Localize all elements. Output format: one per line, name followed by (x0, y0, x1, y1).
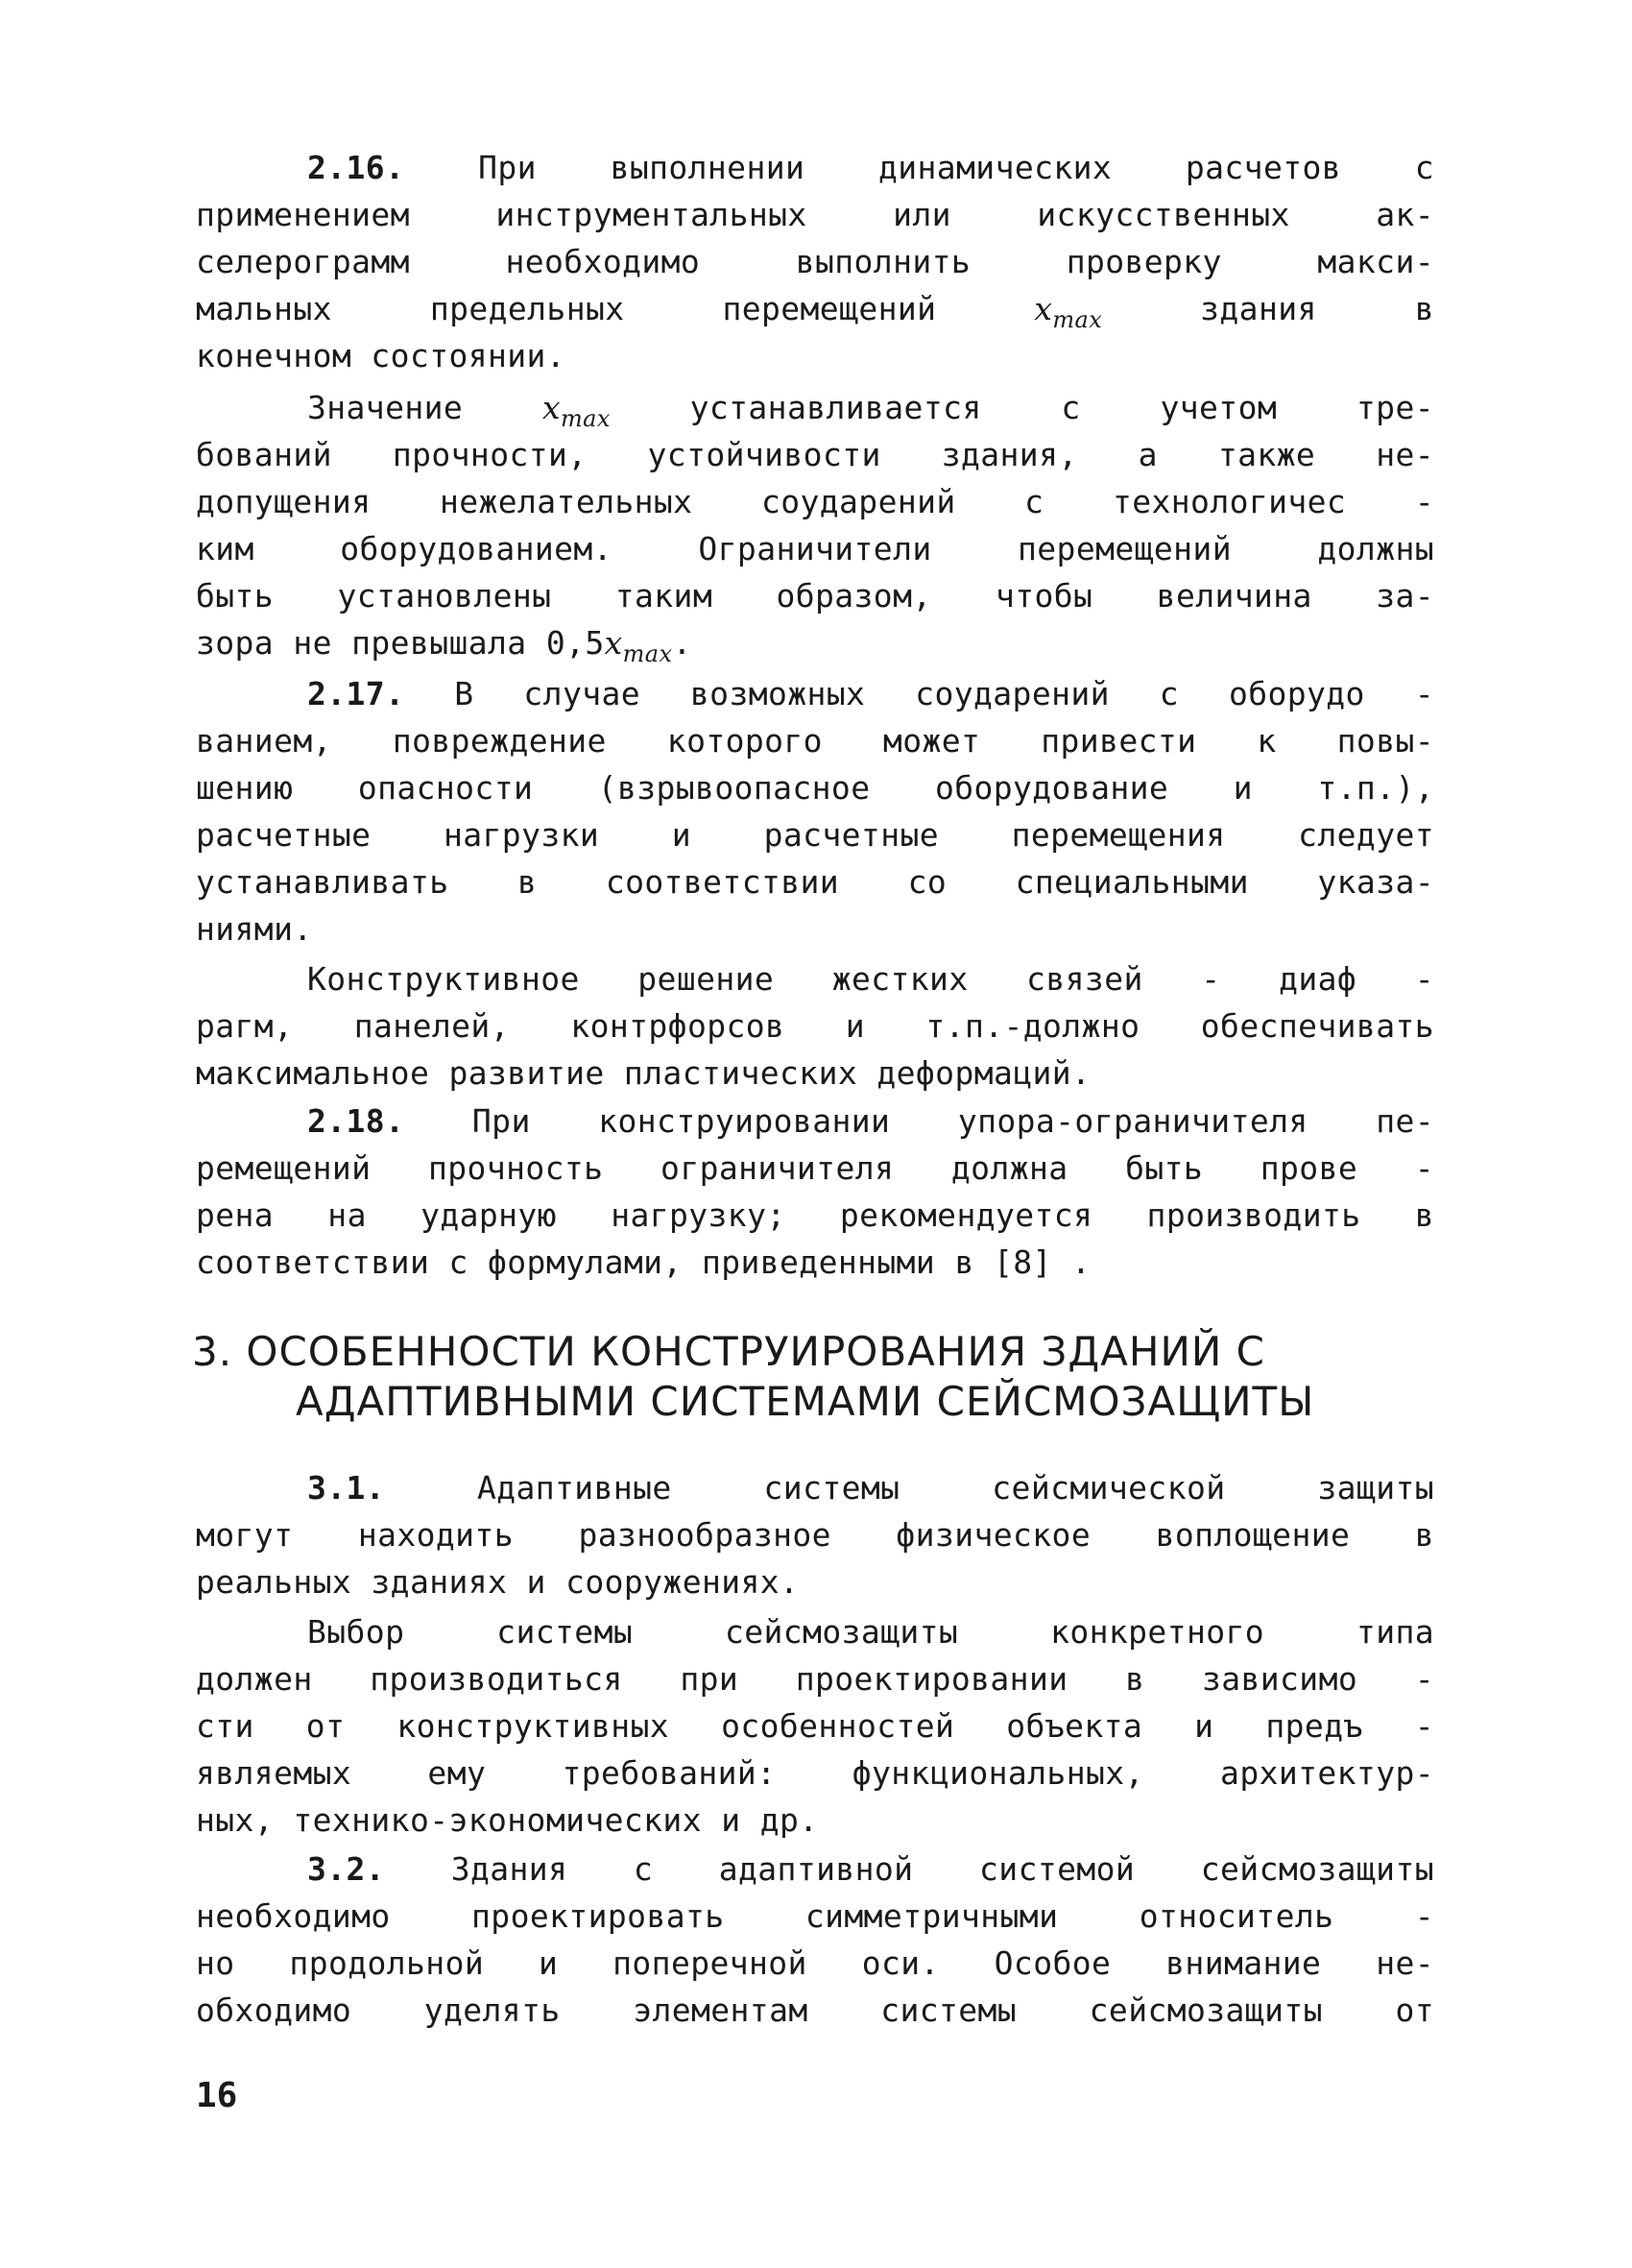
para-3-1b-line-1: Выбор системы сейсмозащиты конкретного типа (307, 1613, 1434, 1651)
para-2-18-line-3: рена на ударную нагрузку; рекомендуется производить в (196, 1196, 1434, 1234)
para-2-16b-line-2: бований прочности, устойчивости здания, а также не- (196, 436, 1434, 473)
para-2-17-line-3: шению опасности (взрывоопасное оборудование и т.п.), (196, 769, 1434, 807)
formula-x-max: $x_{max}$ (541, 389, 611, 432)
para-2-16b-line-3: допущения нежелательных соударений с технологичес - (196, 483, 1434, 520)
para-3-1-line-3: реальных зданиях и сооружениях. (196, 1563, 800, 1601)
para-2-17-line-2: ванием, повреждение которого может привести к повы- (196, 722, 1434, 760)
para-2-17b-line-2: рагм, панелей, контрфорсов и т.п.-должно обеспечивать (196, 1007, 1434, 1045)
para-2-17-line-5: устанавливать в соответствии со специальными указа- (196, 863, 1434, 901)
para-2-18-line-1: 2.18. При конструировании упора-ограничителя пе- (307, 1102, 1434, 1140)
para-3-1b-line-3: сти от конструктивных особенностей объекта и предъ - (196, 1707, 1434, 1745)
para-2-16-line-4: мальных предельных перемещений $x_{max}$ здания в (196, 290, 1434, 333)
para-3-1b-line-4: являемых ему требований: функциональных, архитектур- (196, 1754, 1434, 1792)
para-3-1b-line-2: должен производиться при проектировании в зависимо - (196, 1660, 1434, 1698)
para-3-2-line-4: обходимо уделять элементам системы сейсмозащиты от (196, 1991, 1434, 2029)
para-2-16-line-1: 2.16. При выполнении динамических расчетов с (307, 149, 1434, 186)
para-2-17-line-4: расчетные нагрузки и расчетные перемещения следует (196, 816, 1434, 854)
para-2-16-line-2: применением инструментальных или искусственных ак- (196, 196, 1434, 233)
formula-x-max: $x_{max}$ (604, 624, 673, 667)
section-heading-line-2: АДАПТИВНЫМИ СИСТЕМАМИ СЕЙСМОЗАЩИТЫ (296, 1378, 1315, 1425)
para-2-16b-line-4: ким оборудованием. Ограничители перемещений должны (196, 530, 1434, 567)
para-3-2-line-1: 3.2. Здания с адаптивной системой сейсмозащиты (307, 1850, 1434, 1888)
clause-number-3-2: 3.2. (307, 1850, 386, 1888)
clause-number-3-1: 3.1. (307, 1469, 386, 1507)
para-3-1-line-2: могут находить разнообразное физическое воплощение в (196, 1516, 1434, 1554)
para-2-18-line-4: соответствии с формулами, приведенными в [8] . (196, 1243, 1092, 1281)
page-number: 16 (196, 2076, 238, 2115)
para-3-1-line-1: 3.1. Адаптивные системы сейсмической защиты (307, 1469, 1434, 1507)
clause-number-2-17: 2.17. (307, 675, 405, 712)
para-2-16b-line-5: быть установлены таким образом, чтобы величина за- (196, 577, 1434, 615)
para-2-17-line-1: 2.17. В случае возможных соударений с оборудо - (307, 675, 1434, 712)
para-3-2-line-2: необходимо проектировать симметричными относитель - (196, 1897, 1434, 1935)
clause-number-2-18: 2.18. (307, 1102, 405, 1140)
para-2-16-line-3: селерограмм необходимо выполнить проверку макси- (196, 243, 1434, 280)
clause-number-2-16: 2.16. (307, 149, 405, 186)
para-2-17b-line-3: максимальное развитие пластических деформаций. (196, 1054, 1092, 1092)
para-3-1b-line-5: ных, технико-экономических и др. (196, 1801, 819, 1839)
para-2-17-line-6: ниями. (196, 910, 313, 948)
para-2-17b-line-1: Конструктивное решение жестких связей - диаф - (307, 960, 1434, 998)
para-3-2-line-3: но продольной и поперечной оси. Особое внимание не- (196, 1944, 1434, 1982)
para-2-16b-line-1: Значение $x_{max}$ устанавливается с учетом тре- (307, 389, 1434, 432)
formula-x-max: $x_{max}$ (1034, 290, 1103, 333)
section-heading-line-1: 3. ОСОБЕННОСТИ КОНСТРУИРОВАНИЯ ЗДАНИЙ С (192, 1328, 1265, 1375)
para-2-16-line-5: конечном состоянии. (196, 337, 566, 374)
para-2-16b-line-6: зора не превышала $0,5x_{max}$. (196, 624, 692, 667)
para-2-18-line-2: ремещений прочность ограничителя должна быть прове - (196, 1149, 1434, 1187)
